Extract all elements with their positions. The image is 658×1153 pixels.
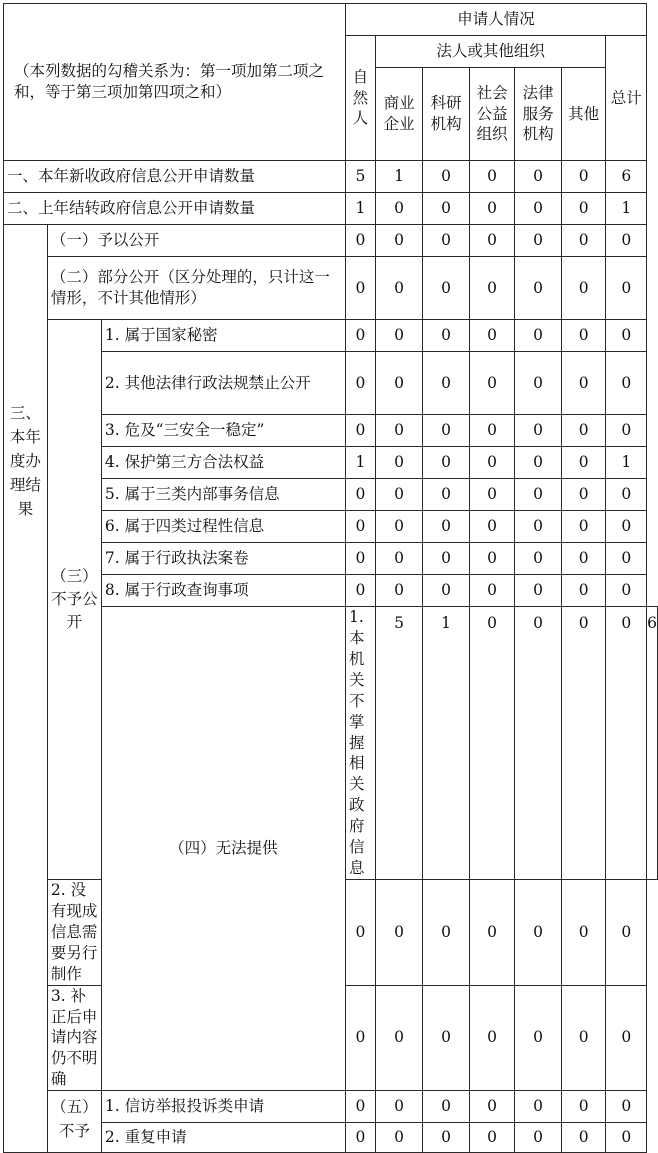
cell-commercial: 0 [375, 575, 422, 607]
cell-commercial: 0 [375, 1123, 422, 1153]
table-row [4, 225, 658, 257]
cell-research: 0 [423, 511, 470, 543]
subsection-5-label: （五）不予 [47, 1091, 101, 1153]
table-row [4, 257, 658, 320]
cell-legal-service: 0 [515, 1123, 562, 1153]
cell-legal-service: 0 [515, 511, 562, 543]
cell-other: 0 [561, 257, 606, 320]
cell-commercial: 0 [375, 352, 422, 415]
cell-commercial: 0 [375, 543, 422, 575]
cell-commercial: 0 [375, 479, 422, 511]
cell-other: 0 [561, 543, 606, 575]
cell-other: 0 [561, 320, 606, 352]
cell-legal-service: 0 [515, 575, 562, 607]
cell-social: 0 [469, 511, 515, 543]
table-row [4, 1091, 658, 1123]
section-3-label: 三、本年度办理结果 [4, 225, 48, 1153]
header-legal-group: 法人或其他组织 [375, 36, 606, 68]
cell-other: 0 [561, 352, 606, 415]
cell-other: 0 [561, 879, 606, 985]
row-label: 2. 其他法律行政法规禁止公开 [101, 352, 345, 415]
row-label: 二、上年结转政府信息公开申请数量 [4, 193, 346, 225]
cell-legal-service: 0 [515, 161, 562, 193]
cell-legal-service: 0 [515, 447, 562, 479]
cell-total: 0 [606, 985, 647, 1091]
cell-social: 0 [469, 320, 515, 352]
row-label: 1. 本机关不掌握相关政府信息 [346, 607, 376, 880]
cell-legal-service: 0 [515, 320, 562, 352]
header-research: 科研机构 [423, 68, 470, 161]
cell-social: 0 [469, 257, 515, 320]
table-row [4, 479, 658, 511]
row-label: 2. 没有现成信息需要另行制作 [47, 879, 101, 985]
cell-commercial: 0 [375, 511, 422, 543]
cell-research: 0 [423, 161, 470, 193]
cell-research: 0 [423, 225, 470, 257]
cell-other: 0 [561, 415, 606, 447]
row-label: 2. 重复申请 [101, 1123, 345, 1153]
cell-total: 0 [606, 543, 647, 575]
row-label: 7. 属于行政执法案卷 [101, 543, 345, 575]
cell-commercial: 0 [375, 985, 422, 1091]
cell-commercial: 0 [375, 879, 422, 985]
cell-total: 0 [606, 879, 647, 985]
cell-commercial: 0 [375, 415, 422, 447]
cell-natural-person: 0 [346, 543, 376, 575]
cell-other: 0 [561, 479, 606, 511]
cell-natural-person: 0 [346, 320, 376, 352]
cell-natural-person: 0 [346, 415, 376, 447]
cell-commercial: 1 [375, 161, 422, 193]
header-note: （本列数据的勾稽关系为：第一项加第二项之和，等于第三项加第四项之和） [4, 4, 346, 161]
cell-commercial: 0 [375, 257, 422, 320]
cell-research: 0 [423, 575, 470, 607]
cell-legal-service: 0 [515, 1091, 562, 1123]
cell-commercial: 0 [375, 1091, 422, 1123]
cell-other: 0 [561, 1123, 606, 1153]
cell-natural-person: 0 [346, 511, 376, 543]
header-social: 社会公益组织 [469, 68, 515, 161]
cell-total: 0 [606, 479, 647, 511]
cell-natural-person: 0 [346, 879, 376, 985]
table-row [4, 415, 658, 447]
cell-research: 0 [423, 320, 470, 352]
cell-social: 0 [469, 447, 515, 479]
cell-social: 0 [469, 161, 515, 193]
cell-other: 0 [561, 985, 606, 1091]
cell-research: 0 [423, 1123, 470, 1153]
row-label: 一、本年新收政府信息公开申请数量 [4, 161, 346, 193]
cell-other: 0 [561, 1091, 606, 1123]
cell-research: 0 [423, 193, 470, 225]
subsection-4-label: （四）无法提供 [101, 607, 345, 1091]
cell-total: 1 [606, 447, 647, 479]
cell-commercial: 0 [375, 447, 422, 479]
cell-commercial: 1 [423, 607, 470, 880]
cell-research: 0 [423, 985, 470, 1091]
cell-total: 0 [606, 575, 647, 607]
cell-total: 0 [606, 257, 647, 320]
cell-natural-person: 1 [346, 193, 376, 225]
cell-natural-person: 5 [375, 607, 422, 880]
cell-legal-service: 0 [515, 225, 562, 257]
cell-social: 0 [469, 575, 515, 607]
cell-legal-service: 0 [515, 879, 562, 985]
disclosure-statistics-table [3, 3, 658, 1153]
cell-other: 0 [561, 225, 606, 257]
header-commercial: 商业企业 [375, 68, 422, 161]
table-row [4, 161, 658, 193]
cell-natural-person: 0 [346, 352, 376, 415]
table-row [4, 1123, 658, 1153]
row-label: （二）部分公开（区分处理的，只计这一情形，不计其他情形） [47, 257, 345, 320]
cell-total: 0 [606, 1123, 647, 1153]
subsection-3-label: （三）不予公开 [47, 320, 101, 880]
cell-commercial: 0 [375, 320, 422, 352]
cell-total: 0 [606, 415, 647, 447]
table-row [4, 575, 658, 607]
cell-other: 0 [561, 193, 606, 225]
row-label: 4. 保护第三方合法权益 [101, 447, 345, 479]
row-label: 1. 属于国家秘密 [101, 320, 345, 352]
cell-total: 6 [647, 607, 658, 880]
cell-legal-service: 0 [515, 543, 562, 575]
cell-other: 0 [561, 161, 606, 193]
cell-social: 0 [469, 225, 515, 257]
row-label: 1. 信访举报投诉类申请 [101, 1091, 345, 1123]
cell-legal-service: 0 [561, 607, 606, 880]
cell-social: 0 [469, 193, 515, 225]
cell-other: 0 [606, 607, 647, 880]
row-label: 3. 补正后申请内容仍不明确 [47, 985, 101, 1091]
table-row [4, 511, 658, 543]
cell-legal-service: 0 [515, 479, 562, 511]
cell-research: 0 [423, 879, 470, 985]
cell-social: 0 [469, 985, 515, 1091]
cell-natural-person: 0 [346, 1091, 376, 1123]
cell-other: 0 [561, 511, 606, 543]
header-total: 总计 [606, 36, 647, 161]
cell-total: 0 [606, 511, 647, 543]
cell-legal-service: 0 [515, 352, 562, 415]
cell-research: 0 [423, 447, 470, 479]
header-applicant-situation: 申请人情况 [346, 4, 647, 36]
row-label: 8. 属于行政查询事项 [101, 575, 345, 607]
cell-social: 0 [469, 1123, 515, 1153]
cell-social: 0 [515, 607, 562, 880]
cell-commercial: 0 [375, 193, 422, 225]
cell-total: 0 [606, 225, 647, 257]
cell-legal-service: 0 [515, 415, 562, 447]
cell-legal-service: 0 [515, 257, 562, 320]
cell-other: 0 [561, 447, 606, 479]
cell-natural-person: 0 [346, 257, 376, 320]
cell-natural-person: 0 [346, 479, 376, 511]
cell-natural-person: 0 [346, 225, 376, 257]
cell-legal-service: 0 [515, 985, 562, 1091]
row-label: 3. 危及“三安全一稳定” [101, 415, 345, 447]
table-row [4, 447, 658, 479]
cell-legal-service: 0 [515, 193, 562, 225]
header-natural-person: 自然人 [346, 36, 376, 161]
header-other: 其他 [561, 68, 606, 161]
cell-total: 6 [606, 161, 647, 193]
cell-research: 0 [423, 415, 470, 447]
row-label: 5. 属于三类内部事务信息 [101, 479, 345, 511]
cell-commercial: 0 [375, 225, 422, 257]
header-legal-service: 法律服务机构 [515, 68, 562, 161]
cell-social: 0 [469, 479, 515, 511]
table-row [4, 193, 658, 225]
cell-total: 0 [606, 1091, 647, 1123]
cell-social: 0 [469, 543, 515, 575]
cell-research: 0 [423, 352, 470, 415]
cell-social: 0 [469, 352, 515, 415]
cell-other: 0 [561, 575, 606, 607]
table-row [4, 320, 658, 352]
table-body [4, 4, 658, 1153]
table-row [4, 352, 658, 415]
table-row [4, 607, 658, 880]
cell-social: 0 [469, 415, 515, 447]
row-label: 6. 属于四类过程性信息 [101, 511, 345, 543]
cell-research: 0 [423, 257, 470, 320]
table-row [4, 543, 658, 575]
row-label: （一）予以公开 [47, 225, 345, 257]
cell-total: 1 [606, 193, 647, 225]
cell-natural-person: 5 [346, 161, 376, 193]
cell-total: 0 [606, 352, 647, 415]
cell-natural-person: 0 [346, 985, 376, 1091]
cell-total: 0 [606, 320, 647, 352]
cell-natural-person: 1 [346, 447, 376, 479]
cell-research: 0 [423, 479, 470, 511]
cell-natural-person: 0 [346, 1123, 376, 1153]
cell-social: 0 [469, 879, 515, 985]
cell-research: 0 [469, 607, 515, 880]
cell-research: 0 [423, 1091, 470, 1123]
cell-natural-person: 0 [346, 575, 376, 607]
cell-social: 0 [469, 1091, 515, 1123]
cell-research: 0 [423, 543, 470, 575]
